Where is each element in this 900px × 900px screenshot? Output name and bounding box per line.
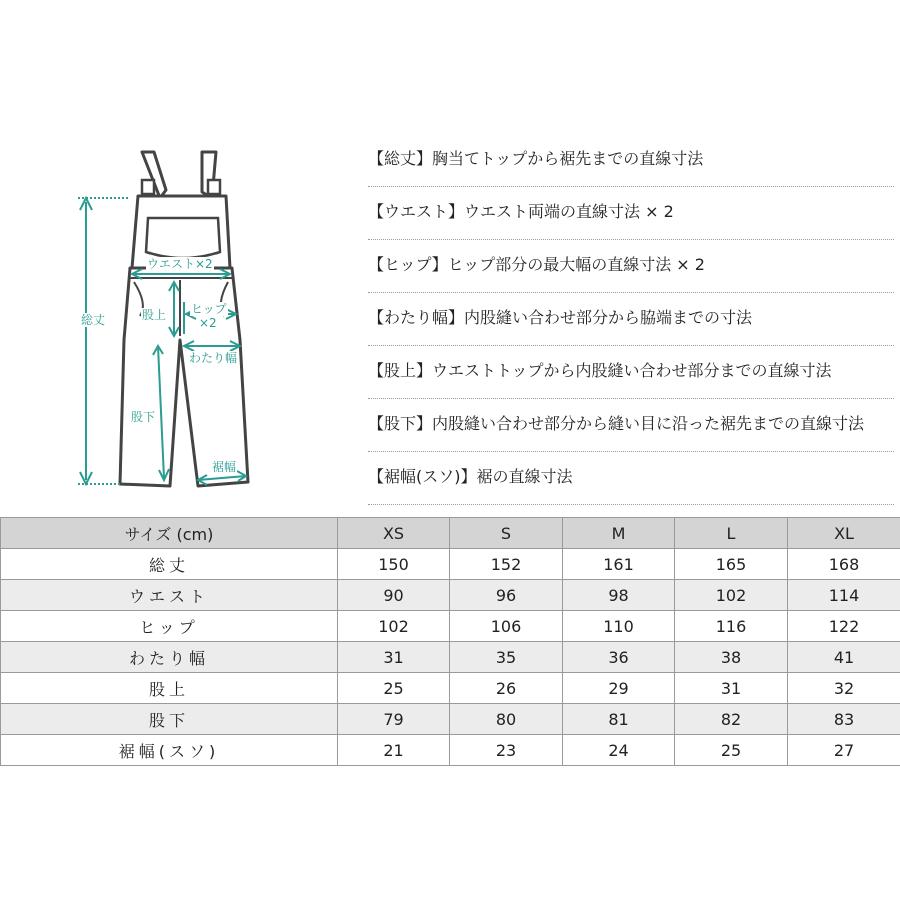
row-label: ウエスト (1, 580, 338, 611)
label-inseam: 股下 (131, 410, 156, 424)
table-cell: 110 (563, 611, 675, 642)
table-cell: 31 (675, 673, 788, 704)
table-cell: 165 (675, 549, 788, 580)
label-rise: 股上 (142, 308, 167, 322)
table-row (1, 580, 900, 611)
header-m: M (563, 518, 675, 549)
table-cell: 102 (338, 611, 450, 642)
table-cell: 41 (788, 642, 900, 673)
desc-rise: 【股上】ウエストトップから内股縫い合わせ部分までの直線寸法 (368, 346, 894, 399)
table-cell: 83 (788, 704, 900, 735)
table-cell: 152 (450, 549, 563, 580)
table-cell: 35 (450, 642, 563, 673)
table-cell: 122 (788, 611, 900, 642)
desc-inseam: 【股下】内股縫い合わせ部分から縫い目に沿った裾先までの直線寸法 (368, 399, 894, 452)
table-row (1, 735, 900, 766)
label-hem: 裾幅 (212, 460, 237, 474)
table-row (1, 642, 900, 673)
left-buckle (142, 180, 154, 194)
table-cell: 102 (675, 580, 788, 611)
table-row (1, 704, 900, 735)
table-row (1, 549, 900, 580)
table-cell: 161 (563, 549, 675, 580)
table-cell: 168 (788, 549, 900, 580)
table-cell: 24 (563, 735, 675, 766)
table-cell: 106 (450, 611, 563, 642)
row-label: ヒップ (1, 611, 338, 642)
table-cell: 82 (675, 704, 788, 735)
header-s: S (450, 518, 563, 549)
label-thigh: わたり幅 (189, 351, 238, 365)
table-cell: 38 (675, 642, 788, 673)
desc-waist: 【ウエスト】ウエスト両端の直線寸法 × 2 (368, 187, 894, 240)
header-xs: XS (338, 518, 450, 549)
table-cell: 36 (563, 642, 675, 673)
size-table (0, 517, 900, 766)
table-cell: 23 (450, 735, 563, 766)
table-cell: 25 (675, 735, 788, 766)
table-row (1, 611, 900, 642)
table-cell: 81 (563, 704, 675, 735)
table-cell: 114 (788, 580, 900, 611)
table-row (1, 673, 900, 704)
header-size: サイズ (cm) (1, 518, 338, 549)
label-waist: ウエスト×2 (147, 257, 213, 271)
table-cell: 90 (338, 580, 450, 611)
right-buckle (208, 180, 220, 194)
measurement-descriptions (368, 134, 894, 505)
table-cell: 25 (338, 673, 450, 704)
row-label: 股下 (1, 704, 338, 735)
bib-pocket (146, 218, 220, 258)
table-cell: 32 (788, 673, 900, 704)
overalls-diagram (70, 140, 300, 500)
table-cell: 80 (450, 704, 563, 735)
desc-total-length: 【総丈】胸当てトップから裾先までの直線寸法 (368, 134, 894, 187)
label-hip-line1: ヒップ (191, 302, 227, 316)
label-total-length: 総丈 (81, 313, 106, 327)
row-label: 股上 (1, 673, 338, 704)
desc-hem: 【裾幅(スソ)】裾の直線寸法 (368, 452, 894, 505)
table-cell: 79 (338, 704, 450, 735)
header-xl: XL (788, 518, 900, 549)
legs (120, 268, 248, 486)
table-cell: 116 (675, 611, 788, 642)
desc-hip: 【ヒップ】ヒップ部分の最大幅の直線寸法 × 2 (368, 240, 894, 293)
row-label: 総丈 (1, 549, 338, 580)
table-cell: 21 (338, 735, 450, 766)
table-cell: 98 (563, 580, 675, 611)
table-cell: 96 (450, 580, 563, 611)
table-cell: 150 (338, 549, 450, 580)
row-label: 裾幅(スソ) (1, 735, 338, 766)
label-hip-line2: ×2 (199, 316, 217, 330)
table-cell: 27 (788, 735, 900, 766)
desc-thigh: 【わたり幅】内股縫い合わせ部分から脇端までの寸法 (368, 293, 894, 346)
header-l: L (675, 518, 788, 549)
table-cell: 26 (450, 673, 563, 704)
row-label: わたり幅 (1, 642, 338, 673)
table-header-row (1, 518, 900, 549)
table-cell: 29 (563, 673, 675, 704)
table-cell: 31 (338, 642, 450, 673)
